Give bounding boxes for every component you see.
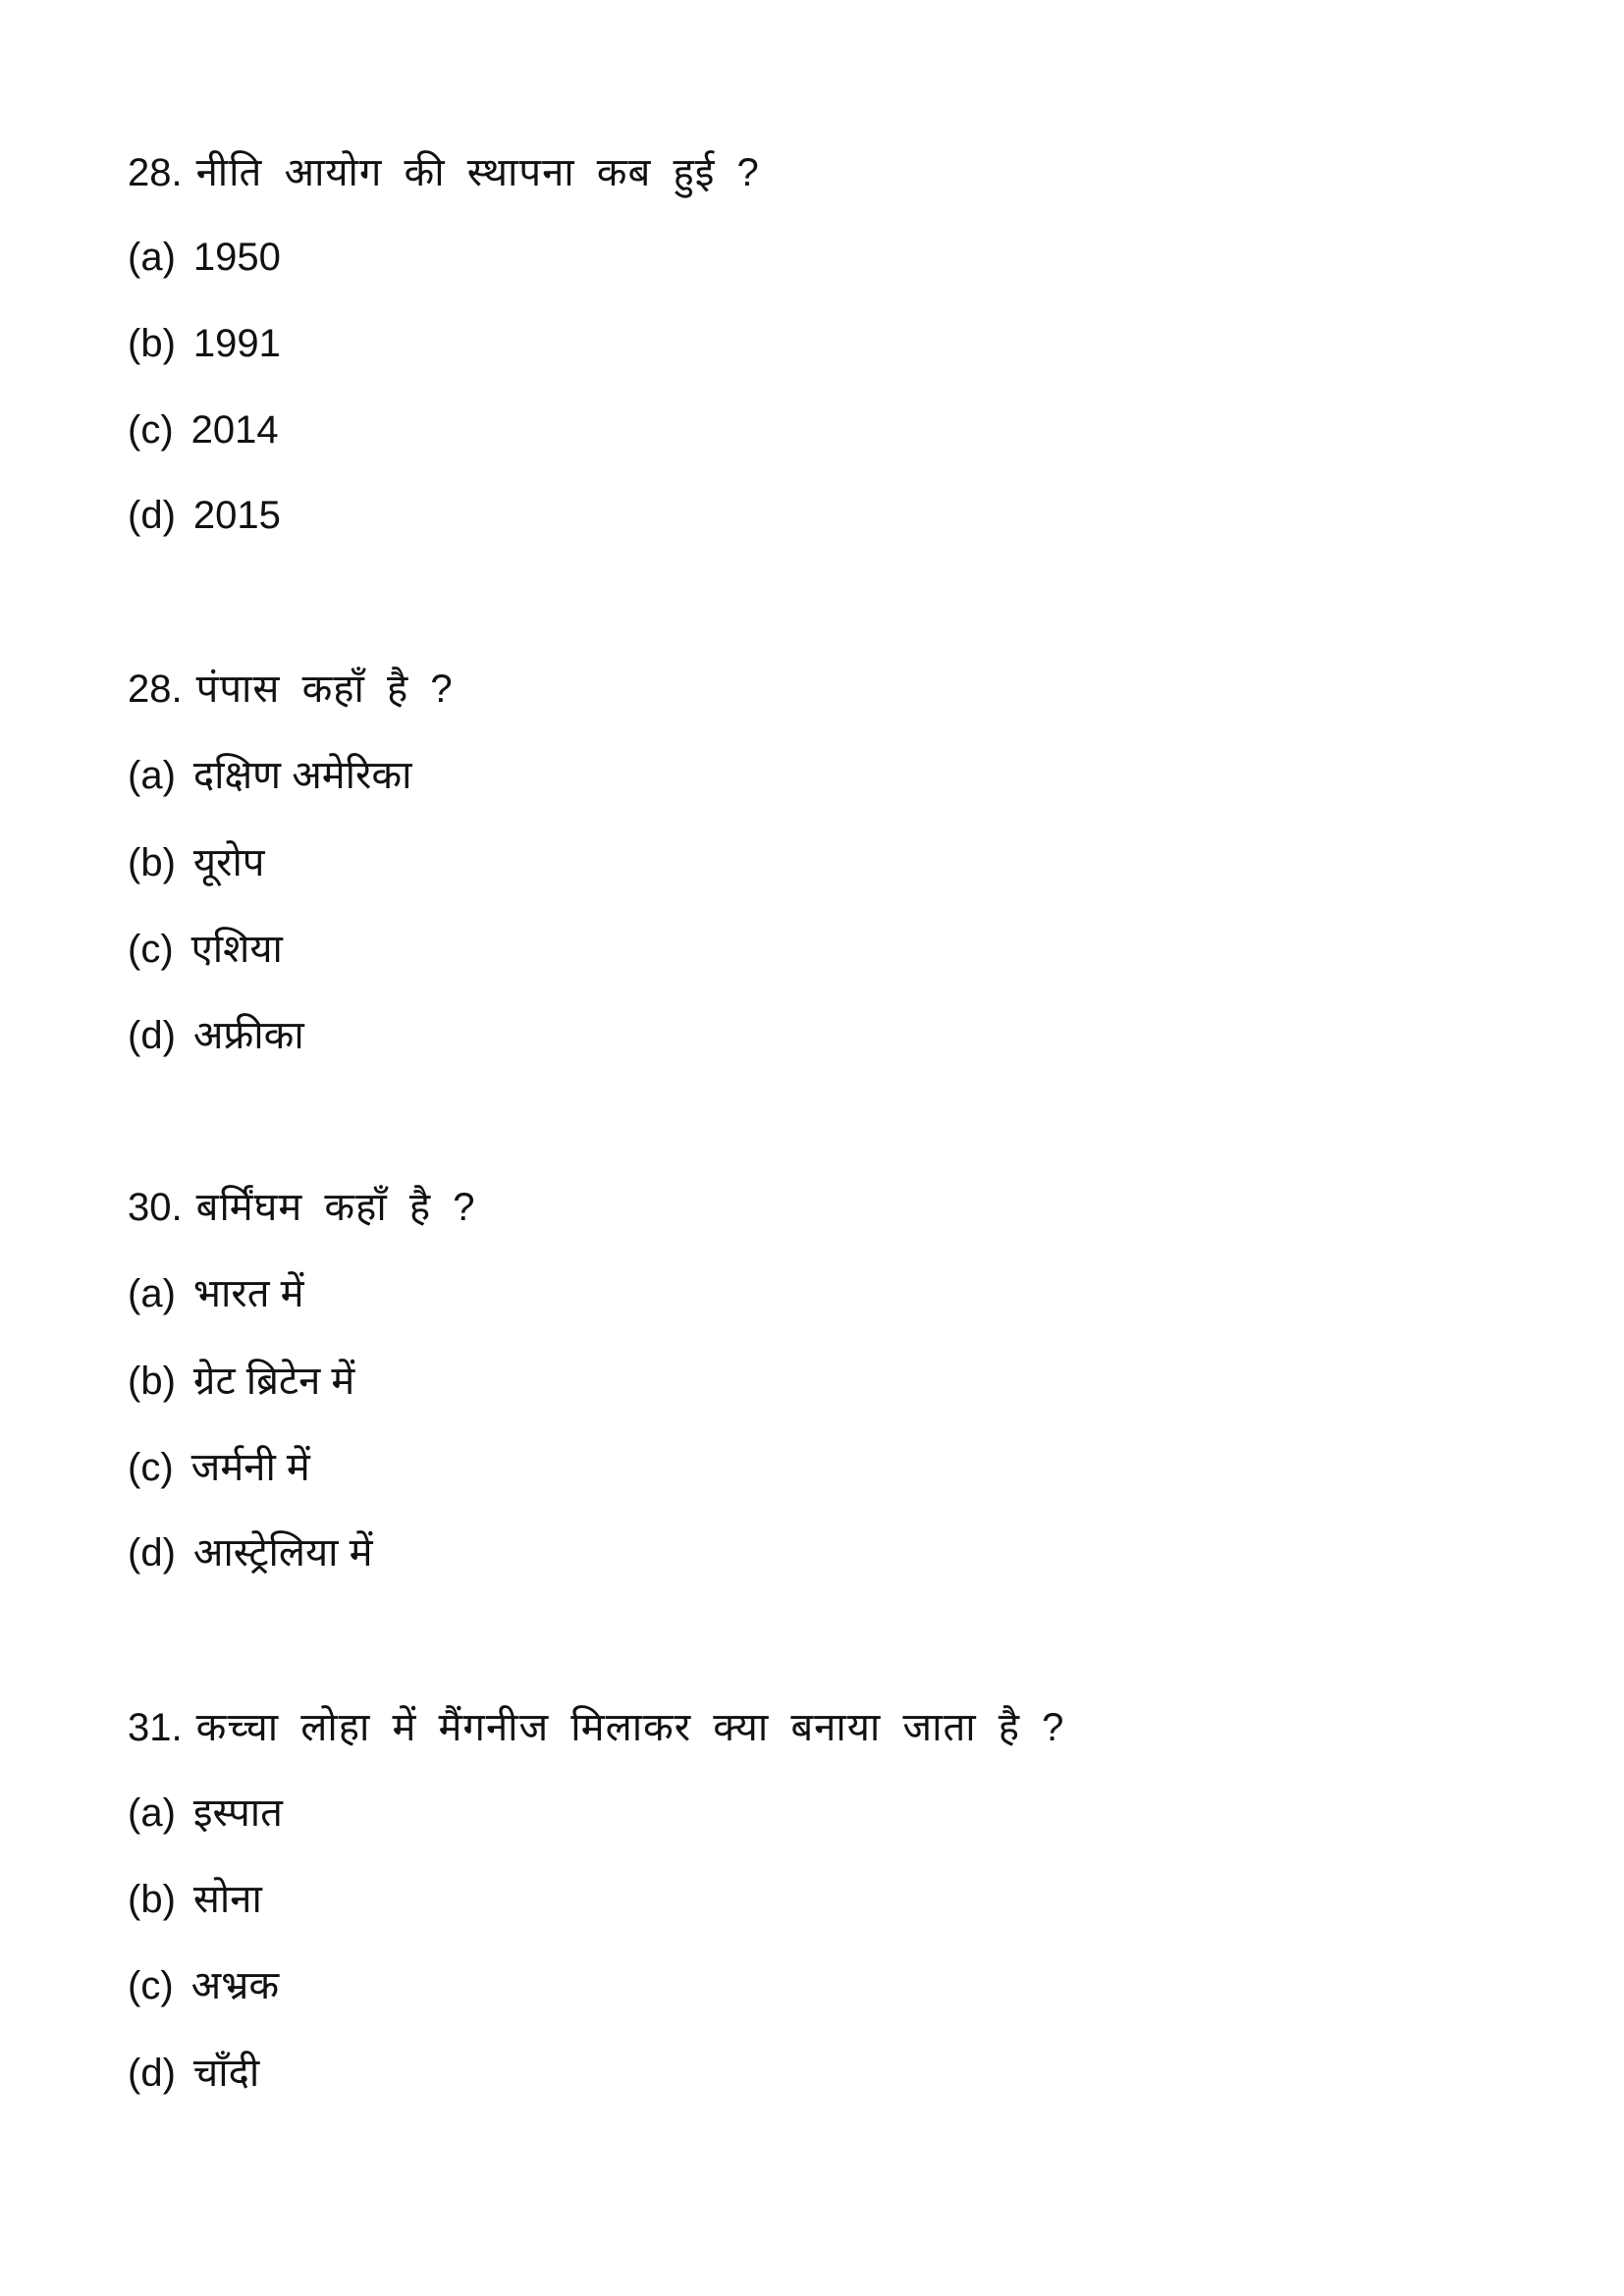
option-label: (a): [128, 1272, 176, 1315]
option-text: जर्मनी में: [190, 1446, 310, 1489]
question-number: 28.: [128, 151, 183, 194]
option-label: (b): [128, 1878, 176, 1921]
option-label: (c): [128, 1446, 174, 1489]
option-text: दक्षिण अमेरिका: [192, 754, 412, 797]
option-d: [128, 1529, 373, 1576]
option-text: सोना: [192, 1878, 262, 1921]
option-text: यूरोप: [192, 841, 265, 884]
option-b: [128, 1876, 262, 1923]
option-text: चाँदी: [192, 2052, 260, 2095]
question-line: [128, 149, 760, 196]
option-text: 2015: [192, 494, 281, 537]
option-a: [128, 234, 281, 281]
option-label: (c): [128, 408, 174, 452]
option-text: अभ्रक: [190, 1964, 280, 2007]
option-a: [128, 1789, 283, 1837]
option-label: (d): [128, 2052, 176, 2095]
option-label: (a): [128, 1791, 176, 1835]
option-text: ग्रेट ब्रिटेन में: [192, 1360, 355, 1403]
option-d: [128, 2050, 259, 2097]
option-text: इस्पात: [192, 1791, 283, 1835]
option-c: [128, 1962, 279, 2009]
question-line: [128, 1184, 475, 1231]
option-label: (c): [128, 1964, 174, 2007]
option-c: [128, 926, 283, 973]
option-label: (a): [128, 754, 176, 797]
option-text: भारत में: [192, 1272, 304, 1315]
option-b: [128, 839, 265, 886]
question-text: कच्चा लोहा में मैंगनीज मिलाकर क्या बनाया जाता है ?: [195, 1706, 1065, 1749]
option-label: (d): [128, 1531, 176, 1575]
option-a: [128, 752, 411, 799]
option-d: [128, 492, 281, 539]
option-text: अफ्रीका: [192, 1014, 304, 1057]
option-label: (b): [128, 1360, 176, 1403]
option-label: (b): [128, 322, 176, 365]
question-number: 28.: [128, 667, 183, 711]
question-number: 30.: [128, 1186, 183, 1229]
option-label: (d): [128, 1014, 176, 1057]
option-text: 1950: [192, 236, 281, 279]
question-line: [128, 666, 454, 713]
option-label: (c): [128, 928, 174, 971]
option-text: 1991: [192, 322, 281, 365]
option-a: [128, 1270, 304, 1317]
option-text: आस्ट्रेलिया में: [192, 1531, 373, 1575]
question-line: [128, 1704, 1064, 1751]
option-text: 2014: [190, 408, 279, 452]
option-text: एशिया: [190, 928, 283, 971]
question-number: 31.: [128, 1706, 183, 1749]
question-text: बर्मिंघम कहाँ है ?: [195, 1186, 476, 1229]
option-label: (d): [128, 494, 176, 537]
option-b: [128, 320, 281, 367]
option-label: (b): [128, 841, 176, 884]
question-text: नीति आयोग की स्थापना कब हुई ?: [195, 151, 760, 194]
option-b: [128, 1358, 354, 1405]
option-label: (a): [128, 236, 176, 279]
option-d: [128, 1012, 304, 1059]
option-c: [128, 1444, 310, 1491]
question-text: पंपास कहाँ है ?: [195, 667, 454, 711]
option-c: [128, 406, 279, 454]
